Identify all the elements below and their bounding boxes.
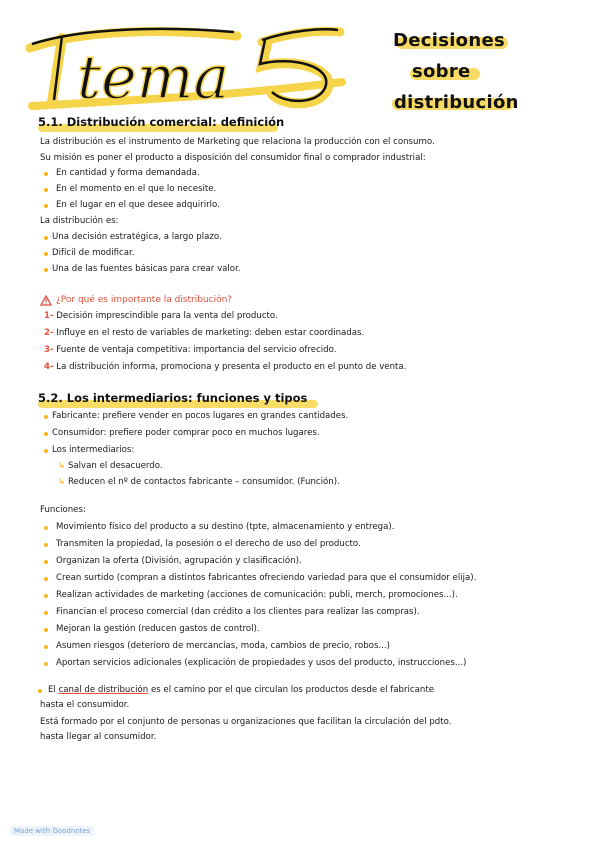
bullet-dot [44, 268, 48, 272]
bullet-dot [44, 645, 48, 649]
bullet-dot [44, 611, 48, 615]
why-item-2 [44, 328, 364, 339]
funcion-1: Movimiento físico del producto a su destino (tpte, almacenamiento y entrega). [56, 522, 395, 532]
why-text-4: La distribución informa, promociona y presenta el producto en el punto de venta. [56, 362, 407, 372]
bullet-dot [44, 577, 48, 581]
subtitle-line-1: Decisiones [393, 30, 505, 51]
title-number: 5 [277, 100, 278, 101]
funcion-3: Organizan la oferta (División, agrupación y clasificación). [56, 556, 302, 566]
canal-line-3: Está formado por el conjunto de personas u organizaciones que facilitan la circulación del pdto. [40, 717, 452, 727]
title-graphic [22, 10, 352, 120]
why-item-1 [44, 311, 278, 322]
bullet-dot [44, 543, 48, 547]
bullet-dot [38, 689, 42, 693]
return-arrow-icon: ↳ [58, 477, 66, 487]
s1-bullet-1: En cantidad y forma demandada. [56, 168, 200, 178]
subtitle-line-3: distribución [394, 92, 519, 113]
canal-term: canal de distribución [58, 685, 149, 695]
bullet-dot [44, 560, 48, 564]
bullet-dot [44, 252, 48, 256]
funcion-4: Crean surtido (compran a distintos fabricantes ofreciendo variedad para que el consumidor elija). [56, 573, 477, 583]
canal-line-4: hasta llegar al consumidor. [40, 732, 157, 742]
bullet-dot [44, 526, 48, 530]
bullet-dot [44, 432, 48, 436]
s2-sub-1-text: Salvan el desacuerdo. [67, 461, 163, 471]
canal-post: es el camino por el que circulan los productos desde el fabricante [150, 685, 435, 695]
canal-line-1 [48, 685, 434, 696]
why-item-3 [44, 345, 336, 356]
canal-pre: El [48, 685, 56, 695]
funciones-label: Funciones: [40, 505, 86, 515]
why-number-3: 3- [44, 345, 54, 355]
bullet-dot [44, 188, 48, 192]
why-number-1: 1- [44, 311, 54, 321]
section-heading-5-1: 5.1. Distribución comercial: definición [38, 115, 285, 129]
bullet-dot [44, 236, 48, 240]
funcion-2: Transmiten la propiedad, la posesión o el derecho de uso del producto. [56, 539, 361, 549]
title-word: tema [77, 43, 230, 113]
goodnotes-watermark: Made with Goodnotes [10, 826, 94, 836]
why-number-2: 2- [44, 328, 54, 338]
bullet-dot [44, 204, 48, 208]
why-item-4 [44, 362, 406, 373]
bullet-dot [44, 415, 48, 419]
return-arrow-icon: ↳ [58, 461, 66, 471]
s1-intro-2: La distribución es: [40, 216, 119, 226]
s1-bullet-3: En el lugar en el que desee adquirirlo. [56, 200, 220, 210]
section-heading-5-2: 5.2. Los intermediarios: funciones y tipos [38, 391, 308, 405]
subtitle-line-2: sobre [412, 61, 471, 82]
canal-line-2: hasta el consumidor. [40, 700, 130, 710]
s1-bullet2-2: Difícil de modificar. [52, 248, 135, 258]
s1-bullet2-3: Una de las fuentes básicas para crear valor. [52, 264, 241, 274]
why-text-1: Decisión imprescindible para la venta del producto. [56, 311, 278, 321]
warning-icon [40, 295, 52, 306]
s1-bullet-2: En el momento en el que lo necesite. [56, 184, 217, 194]
why-number-4: 4- [44, 362, 54, 372]
s2-bullet-2: Consumidor: prefiere poder comprar poco en muchos lugares. [52, 428, 320, 438]
funcion-7: Mejoran la gestión (reducen gastos de control). [56, 624, 260, 634]
funcion-6: Financian el proceso comercial (dan crédito a los clientes para realizar las compras). [56, 607, 420, 617]
s2-bullet-1: Fabricante: prefiere vender en pocos lugares en grandes cantidades. [52, 411, 349, 421]
funcion-8: Asumen riesgos (deterioro de mercancías, moda, cambios de precio, robos...) [56, 641, 390, 651]
s2-sub-1 [58, 461, 163, 472]
why-text-2: Influye en el resto de variables de marketing: deben estar coordinadas. [56, 328, 365, 338]
s2-sub-2-text: Reducen el nº de contactos fabricante – consumidor. (Función). [67, 477, 340, 487]
bullet-dot [44, 662, 48, 666]
bullet-dot [44, 449, 48, 453]
why-question: ¿Por qué es importante la distribución? [56, 295, 233, 305]
why-text-3: Fuente de ventaja competitiva: importancia del servicio ofrecido. [56, 345, 337, 355]
s1-line-1: La distribución es el instrumento de Marketing que relaciona la producción con el consumo. [40, 137, 435, 147]
funcion-5: Realizan actividades de marketing (acciones de comunicación: publi, merch, promociones...). [56, 590, 458, 600]
bullet-dot [44, 628, 48, 632]
s1-line-2: Su misión es poner el producto a disposición del consumidor final o comprador industrial: [40, 153, 426, 163]
s2-sub-2 [58, 477, 340, 488]
s2-bullet-3: Los intermediarios: [52, 445, 135, 455]
s1-bullet2-1: Una decisión estratégica, a largo plazo. [52, 232, 222, 242]
bullet-dot [44, 172, 48, 176]
bullet-dot [44, 594, 48, 598]
funcion-9: Aportan servicios adicionales (explicación de propiedades y usos del producto, instrucciones...) [56, 658, 467, 668]
